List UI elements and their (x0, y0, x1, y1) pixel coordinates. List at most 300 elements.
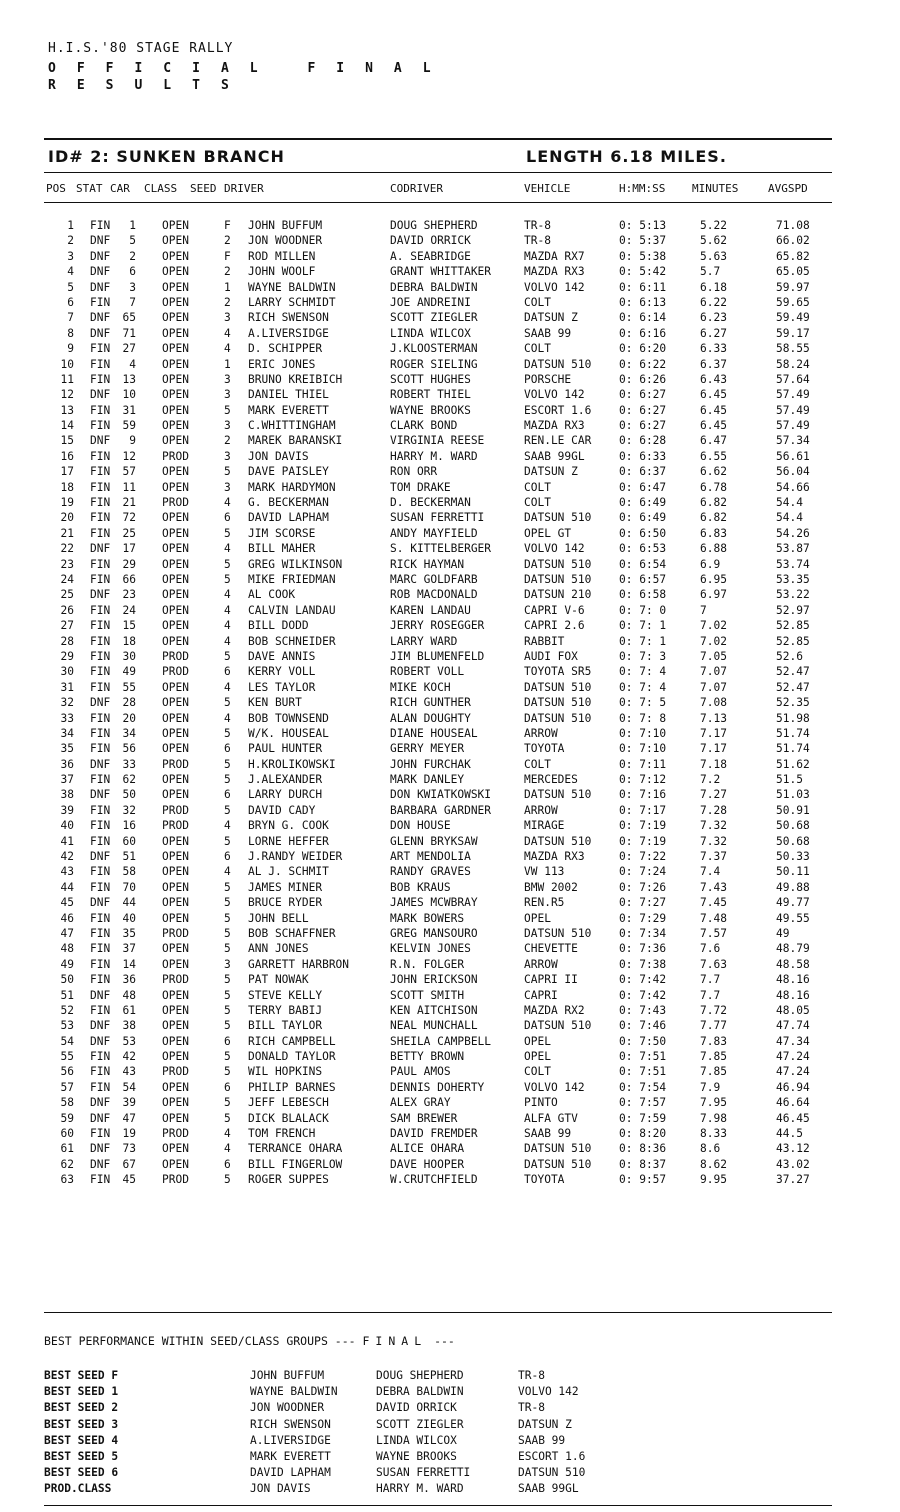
cell-class: OPEN (162, 880, 189, 894)
cell-position: 7 (67, 311, 74, 325)
cell-vehicle: DATSUN 510 (524, 788, 592, 802)
cell-position: 25 (60, 588, 74, 602)
cell-time: 0: 7:11 (619, 757, 667, 771)
cell-position: 11 (60, 372, 74, 386)
cell-time: 0: 6:33 (619, 449, 667, 463)
cell-car-number: 49 (122, 665, 136, 679)
table-row (0, 372, 900, 387)
table-row (0, 818, 900, 833)
cell-position: 58 (60, 1096, 74, 1110)
list-item (0, 1433, 900, 1449)
cell-time: 0: 8:37 (619, 1157, 667, 1171)
cell-car-number: 2 (129, 249, 136, 263)
cell-avg-speed: 52.6 (776, 649, 803, 663)
cell-class: PROD (162, 1127, 189, 1141)
cell-driver: BILL FINGERLOW (248, 1157, 343, 1171)
cell-class: OPEN (162, 1096, 189, 1110)
cell-avg-speed: 54.66 (776, 480, 810, 494)
best-codriver: DOUG SHEPHERD (376, 1369, 464, 1382)
cell-position: 31 (60, 680, 74, 694)
cell-avg-speed: 56.61 (776, 449, 810, 463)
cell-car-number: 66 (122, 572, 136, 586)
cell-driver: JON WOODNER (248, 234, 323, 248)
cell-status: DNF (90, 696, 111, 710)
cell-vehicle: ESCORT 1.6 (524, 403, 592, 417)
cell-driver: BRUNO KREIBICH (248, 372, 343, 386)
cell-vehicle: DATSUN 510 (524, 711, 592, 725)
cell-car-number: 18 (122, 634, 136, 648)
table-row (0, 1080, 900, 1095)
cell-codriver: BOB KRAUS (390, 880, 451, 894)
cell-time: 0: 6:50 (619, 526, 667, 540)
cell-minutes: 6.62 (700, 465, 727, 479)
table-row (0, 557, 900, 572)
cell-position: 57 (60, 1080, 74, 1094)
cell-time: 0: 6:27 (619, 388, 667, 402)
cell-codriver: HARRY M. WARD (390, 449, 478, 463)
cell-codriver: GREG MANSOURO (390, 926, 478, 940)
cell-vehicle: DATSUN 510 (524, 926, 592, 940)
cell-driver: JOHN WOOLF (248, 265, 316, 279)
cell-codriver: JAMES MCWBRAY (390, 896, 478, 910)
cell-seed: 5 (224, 649, 231, 663)
cell-status: DNF (90, 249, 111, 263)
cell-vehicle: DATSUN 510 (524, 696, 592, 710)
cell-position: 36 (60, 757, 74, 771)
cell-status: DNF (90, 850, 111, 864)
cell-class: OPEN (162, 1142, 189, 1156)
cell-driver: CALVIN LANDAU (248, 603, 336, 617)
cell-avg-speed: 49.55 (776, 911, 810, 925)
cell-time: 0: 6:37 (619, 465, 667, 479)
rally-title: H.I.S.'80 STAGE RALLY (48, 41, 234, 56)
cell-minutes: 7.72 (700, 1003, 727, 1017)
cell-avg-speed: 48.16 (776, 973, 810, 987)
cell-class: OPEN (162, 788, 189, 802)
cell-minutes: 7.43 (700, 880, 727, 894)
best-codriver: WAYNE BROOKS (376, 1449, 457, 1463)
cell-vehicle: MIRAGE (524, 819, 565, 833)
cell-minutes: 6.55 (700, 449, 727, 463)
cell-vehicle: CAPRI 2.6 (524, 619, 585, 633)
cell-codriver: JOE ANDREINI (390, 295, 471, 309)
cell-class: OPEN (162, 896, 189, 910)
cell-seed: 5 (224, 1065, 231, 1079)
cell-time: 0: 7: 3 (619, 649, 667, 663)
cell-status: FIN (90, 219, 111, 232)
cell-avg-speed: 66.02 (776, 234, 810, 248)
cell-avg-speed: 57.49 (776, 419, 810, 433)
cell-status: FIN (90, 1065, 111, 1079)
cell-driver: TERRY BABIJ (248, 1003, 323, 1017)
cell-car-number: 47 (122, 1111, 136, 1125)
cell-time: 0: 7: 1 (619, 619, 667, 633)
cell-driver: ROD MILLEN (248, 249, 316, 263)
cell-position: 5 (67, 280, 74, 294)
cell-vehicle: DATSUN 510 (524, 1019, 592, 1033)
cell-car-number: 3 (129, 280, 136, 294)
cell-time: 0: 8:20 (619, 1127, 667, 1141)
cell-codriver: MIKE KOCH (390, 680, 451, 694)
cell-class: PROD (162, 819, 189, 833)
cell-time: 0: 7:51 (619, 1065, 667, 1079)
cell-seed: 5 (224, 757, 231, 771)
cell-vehicle: ARROW (524, 726, 558, 740)
cell-status: DNF (90, 434, 111, 448)
header-rule (44, 202, 832, 203)
cell-position: 15 (60, 434, 74, 448)
cell-vehicle: ARROW (524, 957, 558, 971)
cell-status: FIN (90, 1003, 111, 1017)
col-time: H:MM:SS (619, 182, 666, 195)
best-codriver: HARRY M. WARD (376, 1482, 464, 1496)
best-codriver: DAVID ORRICK (376, 1401, 457, 1415)
cell-time: 0: 7:34 (619, 926, 667, 940)
cell-status: FIN (90, 742, 111, 756)
cell-vehicle: MAZDA RX7 (524, 249, 585, 263)
cell-avg-speed: 52.47 (776, 665, 810, 679)
cell-avg-speed: 48.16 (776, 988, 810, 1002)
cell-seed: 4 (224, 819, 231, 833)
cell-avg-speed: 59.17 (776, 326, 810, 340)
cell-time: 0: 9:57 (619, 1173, 667, 1187)
cell-codriver: ALICE OHARA (390, 1142, 465, 1156)
cell-driver: PHILIP BARNES (248, 1080, 336, 1094)
cell-position: 54 (60, 1034, 74, 1048)
cell-minutes: 6.9 (700, 557, 721, 571)
table-row (0, 926, 900, 941)
cell-codriver: KAREN LANDAU (390, 603, 471, 617)
cell-avg-speed: 54.4 (776, 496, 803, 510)
cell-codriver: GERRY MEYER (390, 742, 465, 756)
cell-codriver: DAVE HOOPER (390, 1157, 465, 1171)
cell-seed: 5 (224, 880, 231, 894)
table-row (0, 541, 900, 556)
col-avgspd: AVGSPD (768, 182, 808, 195)
best-codriver: SCOTT ZIEGLER (376, 1417, 464, 1431)
cell-time: 0: 7: 1 (619, 634, 667, 648)
cell-status: DNF (90, 280, 111, 294)
cell-codriver: JOHN ERICKSON (390, 973, 478, 987)
cell-seed: 4 (224, 619, 231, 633)
cell-position: 29 (60, 649, 74, 663)
cell-car-number: 24 (122, 603, 136, 617)
cell-seed: 6 (224, 1080, 231, 1094)
table-row (0, 834, 900, 849)
cell-status: DNF (90, 1096, 111, 1110)
cell-avg-speed: 49 (776, 926, 790, 940)
cell-class: PROD (162, 1173, 189, 1187)
cell-status: FIN (90, 726, 111, 740)
cell-class: OPEN (162, 1034, 189, 1048)
cell-car-number: 7 (129, 295, 136, 309)
col-codriver: CODRIVER (390, 182, 443, 195)
cell-class: OPEN (162, 557, 189, 571)
cell-codriver: JERRY ROSEGGER (390, 619, 485, 633)
cell-time: 0: 6:27 (619, 419, 667, 433)
cell-seed: 2 (224, 234, 231, 248)
cell-time: 0: 5:13 (619, 219, 667, 232)
cell-time: 0: 6:57 (619, 572, 667, 586)
cell-avg-speed: 53.22 (776, 588, 810, 602)
cell-status: FIN (90, 911, 111, 925)
cell-seed: 4 (224, 588, 231, 602)
cell-position: 1 (67, 219, 74, 232)
cell-car-number: 45 (122, 1173, 136, 1187)
cell-avg-speed: 51.62 (776, 757, 810, 771)
cell-car-number: 6 (129, 265, 136, 279)
cell-codriver: BETTY BROWN (390, 1050, 465, 1064)
cell-minutes: 7.02 (700, 634, 727, 648)
column-headers (0, 182, 900, 198)
cell-minutes: 7.17 (700, 726, 727, 740)
best-driver: WAYNE BALDWIN (250, 1385, 338, 1399)
cell-class: OPEN (162, 1019, 189, 1033)
cell-vehicle: OPEL (524, 1050, 551, 1064)
cell-avg-speed: 65.05 (776, 265, 810, 279)
cell-class: OPEN (162, 588, 189, 602)
cell-vehicle: DATSUN 510 (524, 557, 592, 571)
cell-minutes: 6.18 (700, 280, 727, 294)
cell-seed: 2 (224, 295, 231, 309)
cell-driver: DONALD TAYLOR (248, 1050, 336, 1064)
cell-driver: DAVID CADY (248, 803, 316, 817)
cell-codriver: SCOTT SMITH (390, 988, 465, 1002)
cell-codriver: NEAL MUNCHALL (390, 1019, 478, 1033)
cell-car-number: 62 (122, 773, 136, 787)
cell-driver: BOB TOWNSEND (248, 711, 329, 725)
cell-status: FIN (90, 403, 111, 417)
cell-class: PROD (162, 757, 189, 771)
cell-status: FIN (90, 1050, 111, 1064)
cell-avg-speed: 49.77 (776, 896, 810, 910)
cell-vehicle: COLT (524, 757, 551, 771)
cell-time: 0: 5:37 (619, 234, 667, 248)
cell-avg-speed: 47.34 (776, 1034, 810, 1048)
table-row (0, 510, 900, 525)
cell-position: 38 (60, 788, 74, 802)
cell-status: DNF (90, 588, 111, 602)
cell-time: 0: 7: 8 (619, 711, 667, 725)
cell-status: DNF (90, 311, 111, 325)
cell-position: 27 (60, 619, 74, 633)
cell-codriver: ROB MACDONALD (390, 588, 478, 602)
cell-time: 0: 7:54 (619, 1080, 667, 1094)
cell-seed: 4 (224, 496, 231, 510)
cell-car-number: 65 (122, 311, 136, 325)
best-driver: JON DAVIS (250, 1482, 311, 1496)
cell-driver: BOB SCHNEIDER (248, 634, 336, 648)
cell-avg-speed: 51.74 (776, 726, 810, 740)
cell-status: DNF (90, 234, 111, 248)
cell-status: FIN (90, 880, 111, 894)
cell-seed: 3 (224, 311, 231, 325)
col-seed: SEED (190, 182, 217, 195)
cell-position: 33 (60, 711, 74, 725)
cell-class: OPEN (162, 711, 189, 725)
table-row (0, 603, 900, 618)
cell-vehicle: COLT (524, 496, 551, 510)
cell-time: 0: 7: 4 (619, 665, 667, 679)
list-item (0, 1368, 900, 1384)
cell-position: 3 (67, 249, 74, 263)
cell-time: 0: 7:50 (619, 1034, 667, 1048)
cell-position: 26 (60, 603, 74, 617)
cell-driver: PAT NOWAK (248, 973, 309, 987)
cell-position: 44 (60, 880, 74, 894)
cell-seed: 5 (224, 988, 231, 1002)
table-row (0, 680, 900, 695)
cell-seed: 6 (224, 1034, 231, 1048)
cell-codriver: SAM BREWER (390, 1111, 458, 1125)
table-row (0, 464, 900, 479)
best-performance-title: BEST PERFORMANCE WITHIN SEED/CLASS GROUPS --- (44, 1334, 356, 1348)
cell-codriver: D. BECKERMAN (390, 496, 471, 510)
cell-codriver: CLARK BOND (390, 419, 458, 433)
cell-status: FIN (90, 803, 111, 817)
cell-driver: ERIC JONES (248, 357, 316, 371)
cell-codriver: DEBRA BALDWIN (390, 280, 478, 294)
cell-status: DNF (90, 896, 111, 910)
table-row (0, 757, 900, 772)
cell-class: PROD (162, 649, 189, 663)
cell-car-number: 29 (122, 557, 136, 571)
cell-codriver: LINDA WILCOX (390, 326, 471, 340)
table-row (0, 357, 900, 372)
cell-vehicle: COLT (524, 1065, 551, 1079)
cell-codriver: MARK DANLEY (390, 773, 465, 787)
cell-position: 34 (60, 726, 74, 740)
cell-status: FIN (90, 926, 111, 940)
cell-seed: 5 (224, 773, 231, 787)
cell-class: OPEN (162, 850, 189, 864)
cell-position: 21 (60, 526, 74, 540)
cell-avg-speed: 47.74 (776, 1019, 810, 1033)
cell-class: OPEN (162, 219, 189, 232)
best-performance-list (0, 1368, 900, 1498)
cell-driver: ROGER SUPPES (248, 1173, 329, 1187)
cell-driver: DAVE ANNIS (248, 649, 316, 663)
cell-driver: PAUL HUNTER (248, 742, 323, 756)
list-item (0, 1384, 900, 1400)
cell-class: OPEN (162, 572, 189, 586)
cell-seed: 4 (224, 680, 231, 694)
cell-seed: 2 (224, 434, 231, 448)
cell-time: 0: 7:46 (619, 1019, 667, 1033)
cell-class: PROD (162, 803, 189, 817)
cell-car-number: 42 (122, 1050, 136, 1064)
cell-class: OPEN (162, 1050, 189, 1064)
cell-car-number: 54 (122, 1080, 136, 1094)
cell-avg-speed: 57.34 (776, 434, 810, 448)
bottom-rule (44, 1505, 832, 1506)
cell-vehicle: TOYOTA (524, 1173, 565, 1187)
cell-car-number: 23 (122, 588, 136, 602)
cell-avg-speed: 43.12 (776, 1142, 810, 1156)
cell-seed: 1 (224, 280, 231, 294)
cell-time: 0: 6:14 (619, 311, 667, 325)
cell-minutes: 7.95 (700, 1096, 727, 1110)
cell-time: 0: 6:28 (619, 434, 667, 448)
table-row (0, 1172, 900, 1187)
cell-time: 0: 7: 4 (619, 680, 667, 694)
cell-minutes: 7.02 (700, 619, 727, 633)
cell-status: DNF (90, 1142, 111, 1156)
cell-time: 0: 7: 0 (619, 603, 667, 617)
cell-car-number: 10 (122, 388, 136, 402)
cell-driver: AL COOK (248, 588, 296, 602)
cell-seed: 5 (224, 942, 231, 956)
cell-class: OPEN (162, 742, 189, 756)
cell-codriver: KEN AITCHISON (390, 1003, 478, 1017)
cell-seed: 3 (224, 480, 231, 494)
table-row (0, 310, 900, 325)
cell-class: OPEN (162, 634, 189, 648)
cell-class: OPEN (162, 988, 189, 1002)
cell-time: 0: 7:42 (619, 988, 667, 1002)
cell-minutes: 6.78 (700, 480, 727, 494)
cell-position: 16 (60, 449, 74, 463)
cell-status: DNF (90, 542, 111, 556)
table-row (0, 972, 900, 987)
cell-status: FIN (90, 619, 111, 633)
cell-vehicle: COLT (524, 342, 551, 356)
cell-class: PROD (162, 973, 189, 987)
cell-driver: LARRY SCHMIDT (248, 295, 336, 309)
cell-time: 0: 6:58 (619, 588, 667, 602)
cell-class: OPEN (162, 465, 189, 479)
cell-position: 18 (60, 480, 74, 494)
results-table (0, 218, 900, 1188)
table-row (0, 803, 900, 818)
cell-minutes: 5.63 (700, 249, 727, 263)
cell-codriver: SUSAN FERRETTI (390, 511, 485, 525)
cell-seed: 4 (224, 342, 231, 356)
cell-driver: J.ALEXANDER (248, 773, 323, 787)
cell-minutes: 6.43 (700, 372, 727, 386)
cell-position: 12 (60, 388, 74, 402)
cell-class: OPEN (162, 1080, 189, 1094)
cell-time: 0: 7:22 (619, 850, 667, 864)
cell-status: DNF (90, 1157, 111, 1171)
cell-car-number: 58 (122, 865, 136, 879)
cell-class: OPEN (162, 1003, 189, 1017)
cell-avg-speed: 51.5 (776, 773, 803, 787)
cell-avg-speed: 53.35 (776, 572, 810, 586)
best-vehicle: SAAB 99 (518, 1433, 566, 1447)
cell-codriver: LARRY WARD (390, 634, 458, 648)
cell-class: OPEN (162, 942, 189, 956)
cell-seed: 3 (224, 449, 231, 463)
cell-car-number: 44 (122, 896, 136, 910)
table-row (0, 849, 900, 864)
cell-time: 0: 7:10 (619, 726, 667, 740)
cell-codriver: W.CRUTCHFIELD (390, 1173, 478, 1187)
cell-car-number: 25 (122, 526, 136, 540)
cell-driver: LORNE HEFFER (248, 834, 329, 848)
cell-vehicle: RABBIT (524, 634, 565, 648)
cell-car-number: 70 (122, 880, 136, 894)
table-row (0, 418, 900, 433)
cell-avg-speed: 59.49 (776, 311, 810, 325)
cell-driver: J.RANDY WEIDER (248, 850, 343, 864)
cell-driver: G. BECKERMAN (248, 496, 329, 510)
cell-seed: 3 (224, 957, 231, 971)
cell-position: 9 (67, 342, 74, 356)
cell-driver: JEFF LEBESCH (248, 1096, 329, 1110)
cell-time: 0: 6:16 (619, 326, 667, 340)
cell-driver: W/K. HOUSEAL (248, 726, 329, 740)
